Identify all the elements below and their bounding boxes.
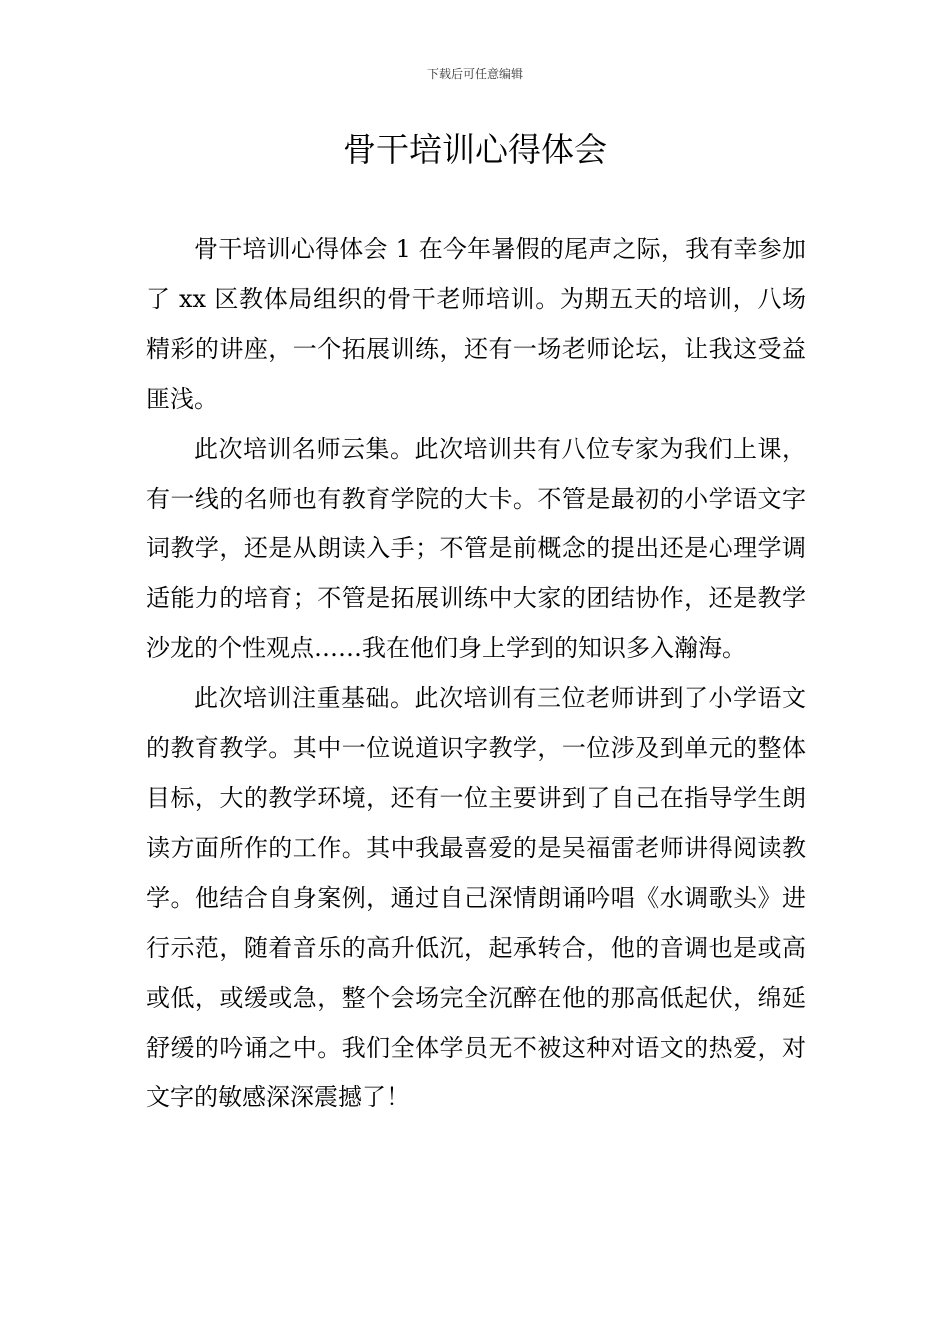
paragraph-2: 此次培训名师云集。此次培训共有八位专家为我们上课，有一线的名师也有教育学院的大卡。不管是最初的小学语文字词教学，还是从朗读入手；不管是前概念的提出还是心理学调适能力的培育；不管是拓展训练中大家的团结协作，还是教学沙龙的个性观点……我在他们身上学到的知识多入瀚海。: [146, 434, 806, 663]
document-title: 骨干培训心得体会: [343, 130, 607, 169]
document-body: [146, 225, 806, 1123]
header-note: 下载后可任意编辑: [426, 67, 523, 81]
paragraph-1: 骨干培训心得体会 1 在今年暑假的尾声之际，我有幸参加了 xx 区教体局组织的骨干老师培训。为期五天的培训，八场精彩的讲座，一个拓展训练，还有一场老师论坛，让我这受益匪浅。: [146, 235, 806, 413]
paragraph-3: 此次培训注重基础。此次培训有三位老师讲到了小学语文的教育教学。其中一位说道识字教学，一位涉及到单元的整体目标，大的教学环境，还有一位主要讲到了自己在指导学生朗读方面所作的工作。其中我最喜爱的是吴福雷老师讲得阅读教学。他结合自身案例，通过自己深情朗诵吟唱《水调歌头》进行示范，随着音乐的高升低沉，起承转合，他的音调也是或高或低，或缓或急，整个会场完全沉醉在他的那高低起伏，绵延舒缓的吟诵之中。我们全体学员无不被这种对语文的热爱，对文字的敏感深深震撼了！: [146, 684, 806, 1112]
